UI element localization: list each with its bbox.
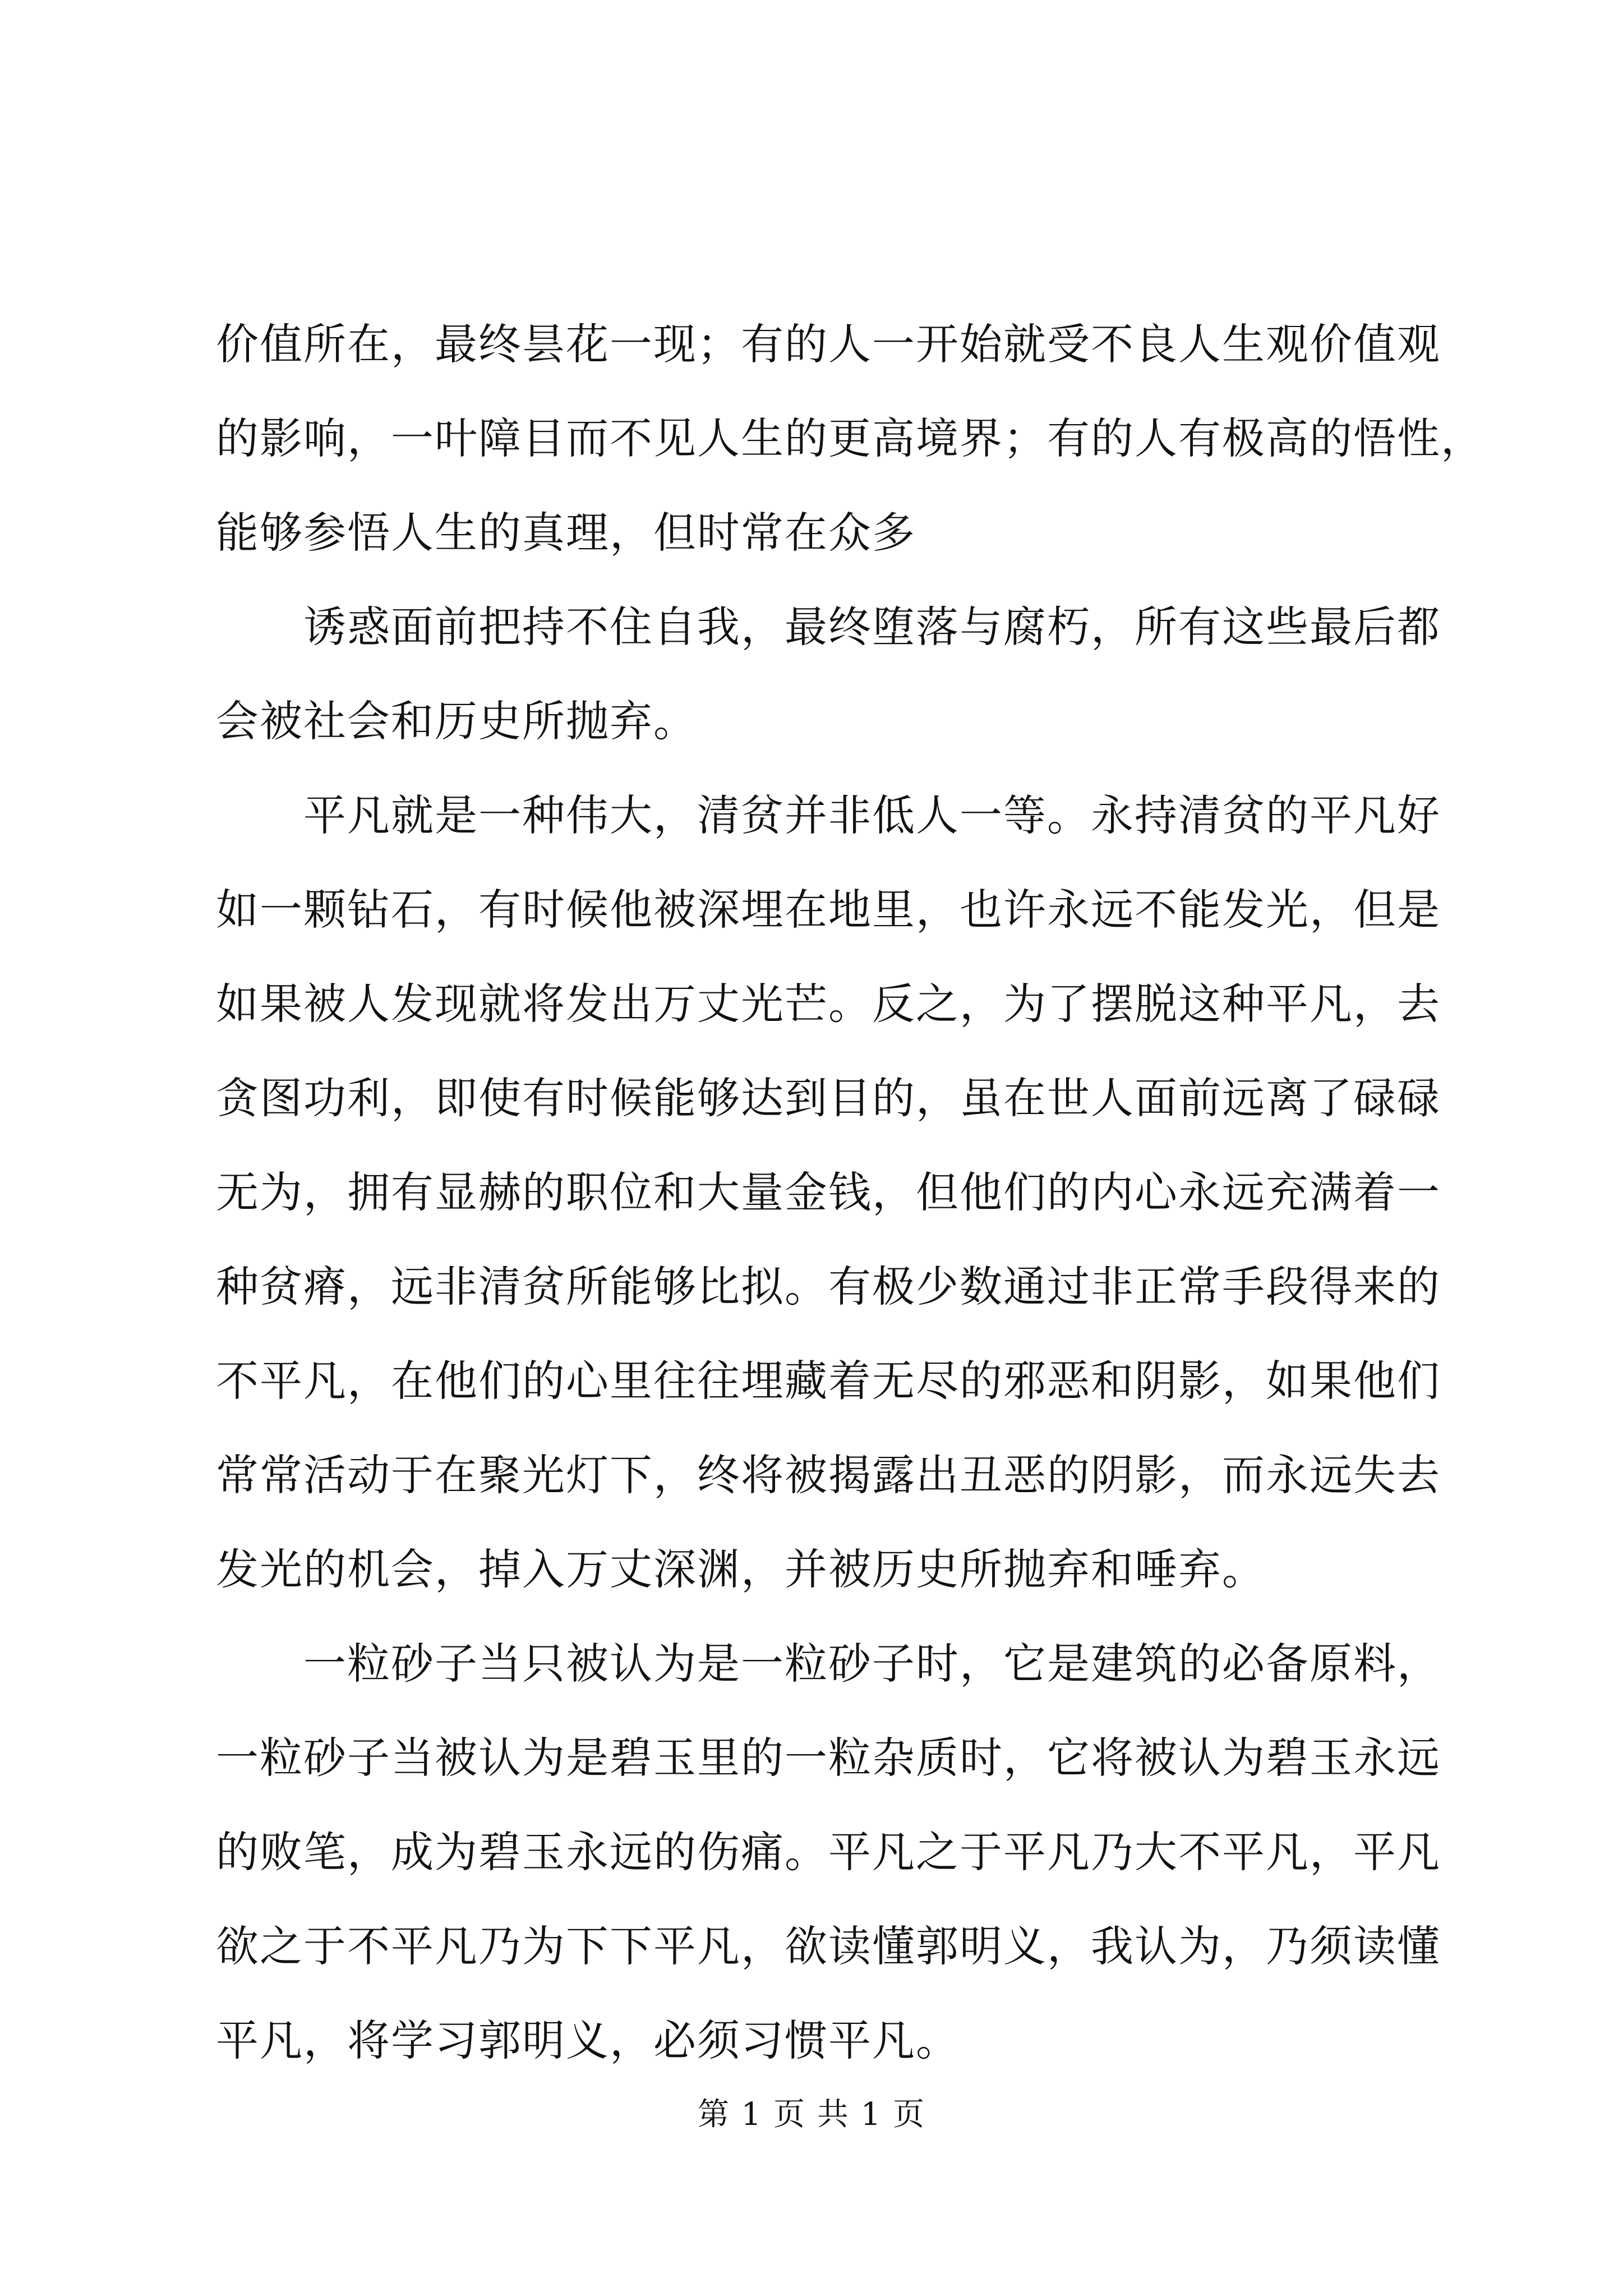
text-line: 平凡就是一种伟大，清贫并非低人一等。永持清贫的平凡好: [216, 790, 1441, 840]
text-line: 如果被人发现就将发出万丈光芒。反之，为了摆脱这种平凡，去: [216, 979, 1441, 1029]
text-line: 不平凡，在他们的心里往往埋藏着无尽的邪恶和阴影，如果他们: [216, 1356, 1441, 1406]
text-line: 发光的机会，掉入万丈深渊，并被历史所抛弃和唾弃。: [216, 1544, 1266, 1594]
text-line: 常常活动于在聚光灯下，终将被揭露出丑恶的阴影，而永远失去: [216, 1450, 1441, 1500]
text-line: 会被社会和历史所抛弃。: [216, 696, 697, 746]
text-line: 一粒砂子当只被认为是一粒砂子时，它是建筑的必备原料，: [216, 1639, 1441, 1688]
text-line: 无为，拥有显赫的职位和大量金钱，但他们的内心永远充满着一: [216, 1167, 1441, 1217]
text-line: 一粒砂子当被认为是碧玉里的一粒杂质时，它将被认为碧玉永远: [216, 1733, 1441, 1783]
page-number-footer: 第 1 页 共 1 页: [697, 2096, 926, 2133]
text-line: 贪图功利，即使有时候能够达到目的，虽在世人面前远离了碌碌: [216, 1073, 1441, 1123]
text-line: 欲之于不平凡乃为下下平凡，欲读懂郭明义，我认为，乃须读懂: [216, 1921, 1441, 1971]
text-line: 能够参悟人生的真理，但时常在众多: [216, 508, 916, 558]
document-body: [216, 297, 1484, 2088]
text-line: 如一颗钻石，有时候他被深埋在地里，也许永远不能发光，但是: [216, 885, 1441, 935]
text-line: 种贫瘠，远非清贫所能够比拟。有极少数通过非正常手段得来的: [216, 1262, 1441, 1312]
text-line: 的败笔，成为碧玉永远的伤痛。平凡之于平凡乃大不平凡，平凡: [216, 1827, 1441, 1877]
text-line: 诱惑面前把持不住自我，最终堕落与腐朽，所有这些最后都: [216, 602, 1441, 652]
text-line: 价值所在，最终昙花一现；有的人一开始就受不良人生观价值观: [216, 319, 1441, 369]
text-line: 平凡，将学习郭明义，必须习惯平凡。: [216, 2016, 960, 2065]
text-line: 的影响，一叶障目而不见人生的更高境界；有的人有极高的悟性，: [216, 413, 1484, 463]
